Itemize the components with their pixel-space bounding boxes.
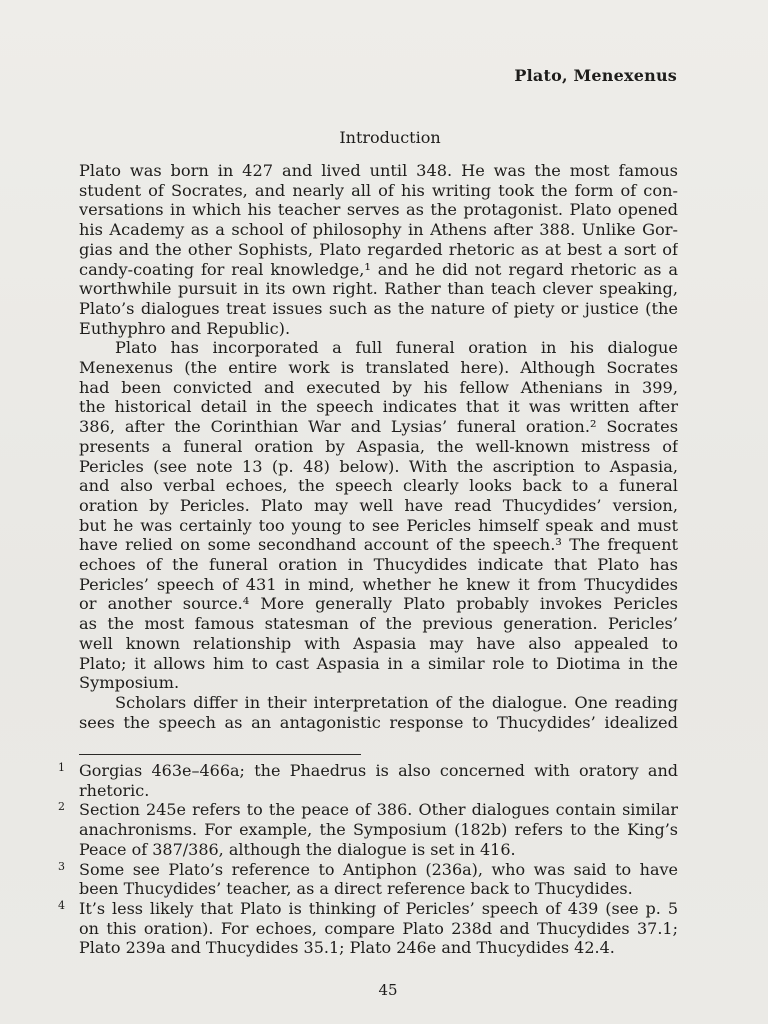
body-line: echoes of the funeral oration in Thucydides indicate that Plato has [79, 555, 678, 575]
body-line: sees the speech as an antagonistic response to Thucydides’ idealized [79, 712, 678, 732]
body-line: or another source.⁴ More generally Plato probably invokes Pericles [79, 594, 678, 614]
page-number: 45 [378, 981, 398, 999]
body-line: but he was certainly too young to see Pericles himself speak and must [79, 515, 678, 535]
body-line: presents a funeral oration by Aspasia, the well-known mistress of [79, 436, 678, 456]
footnote-line: been Thucydides’ teacher, as a direct reference back to Thucydides. [79, 879, 633, 899]
footnote-line: Some see Plato’s reference to Antiphon (236a), who was said to have [79, 859, 678, 879]
body-line: have relied on some secondhand account of the speech.³ The frequent [79, 535, 678, 555]
body-line: Plato’s dialogues treat issues such as the nature of piety or justice (the [79, 298, 678, 318]
body-line: as the most famous statesman of the previous generation. Pericles’ [79, 614, 678, 634]
footnote-line: rhetoric. [79, 780, 150, 800]
body-line: Plato; it allows him to cast Aspasia in a similar role to Diotima in the [79, 653, 678, 673]
body-line: oration by Pericles. Plato may well have read Thucydides’ version, [79, 495, 678, 515]
footnote-rule [79, 754, 361, 755]
body-line: Euthyphro and Republic). [79, 318, 291, 338]
body-line: the historical detail in the speech indicates that it was written after [79, 397, 678, 417]
body-line: Menexenus (the entire work is translated here). Although Socrates [79, 358, 678, 378]
body-line: 386, after the Corinthian War and Lysias’ funeral oration.² Socrates [79, 417, 678, 437]
body-line: worthwhile pursuit in its own right. Rather than teach clever speaking, [79, 279, 678, 299]
section-title: Introduction [339, 128, 441, 147]
body-line: Pericles (see note 13 (p. 48) below). With the ascription to Aspasia, [79, 456, 678, 476]
footnote-line: Section 245e refers to the peace of 386. Other dialogues contain similar [79, 800, 678, 820]
footnote-line: on this oration). For echoes, compare Plato 238d and Thucydides 37.1; [79, 918, 678, 938]
body-line: Scholars differ in their interpretation of the dialogue. One reading [115, 692, 678, 712]
body-line: his Academy as a school of philosophy in Athens after 388. Unlike Gor- [79, 220, 678, 240]
body-line: gias and the other Sophists, Plato regarded rhetoric as at best a sort of [79, 239, 678, 259]
body-line: had been convicted and executed by his fellow Athenians in 399, [79, 377, 678, 397]
footnote-2 [58, 800, 678, 859]
footnote-4 [58, 898, 678, 958]
body-line: student of Socrates, and nearly all of his writing took the form of con- [79, 180, 678, 200]
footnote-line: Plato 239a and Thucydides 35.1; Plato 246e and Thucydides 42.4. [79, 938, 615, 958]
footnote-number: 4 [58, 898, 65, 912]
body-line: Plato was born in 427 and lived until 348. He was the most famous [79, 161, 678, 180]
footnote-1 [58, 761, 678, 800]
footnote-number: 3 [58, 859, 65, 873]
footnote-3 [58, 859, 678, 899]
footnote-number: 2 [58, 800, 65, 814]
footnote-number: 1 [58, 761, 65, 774]
body-text [79, 161, 678, 732]
footnote-line: It’s less likely that Plato is thinking of Pericles’ speech of 439 (see p. 5 [79, 898, 678, 918]
footnote-line: Gorgias 463e–466a; the Phaedrus is also concerned with oratory and [79, 761, 678, 780]
body-line: Symposium. [79, 673, 180, 693]
body-line: Plato has incorporated a full funeral oration in his dialogue [115, 338, 678, 358]
footnote-line: anachronisms. For example, the Symposium (182b) refers to the King’s [79, 820, 678, 840]
body-line: and also verbal echoes, the speech clearly looks back to a funeral [79, 476, 678, 496]
footnote-line: Peace of 387/386, although the dialogue is set in 416. [79, 839, 516, 859]
body-line: candy-coating for real knowledge,¹ and he did not regard rhetoric as a [79, 259, 678, 279]
body-line: versations in which his teacher serves as the protagonist. Plato opened [79, 200, 678, 220]
running-head: Plato, Menexenus [514, 66, 677, 85]
footnotes [58, 761, 678, 958]
body-line: well known relationship with Aspasia may have also appealed to [79, 633, 678, 653]
body-line: Pericles’ speech of 431 in mind, whether he knew it from Thucydides [79, 574, 678, 594]
